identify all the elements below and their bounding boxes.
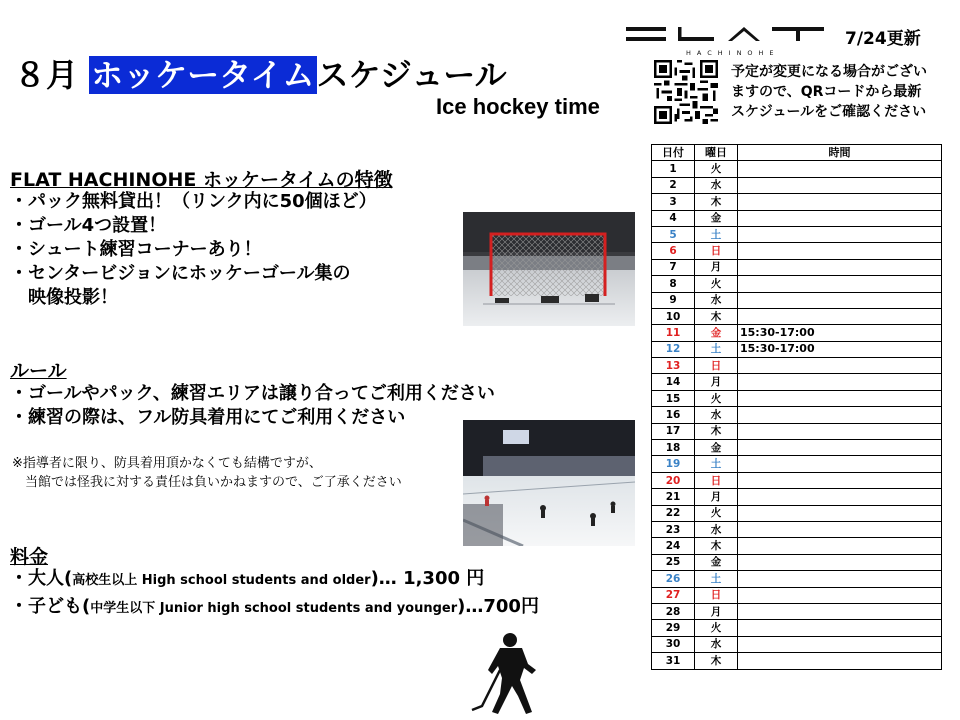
date-cell: 11 bbox=[652, 325, 695, 341]
date-cell: 18 bbox=[652, 440, 695, 456]
weekday-cell: 木 bbox=[695, 538, 738, 554]
fee-child-price: )…700円 bbox=[457, 596, 539, 617]
weekday-cell: 日 bbox=[695, 358, 738, 374]
time-cell bbox=[738, 374, 942, 390]
time-cell: 15:30-17:00 bbox=[738, 325, 942, 341]
date-cell: 17 bbox=[652, 423, 695, 439]
fee-child-label: ・子ども( bbox=[10, 596, 91, 617]
ice-arena-photo bbox=[463, 420, 635, 546]
table-row bbox=[652, 374, 942, 390]
weekday-cell: 月 bbox=[695, 259, 738, 275]
date-cell: 12 bbox=[652, 341, 695, 357]
weekday-cell: 月 bbox=[695, 374, 738, 390]
fees-list bbox=[10, 566, 539, 622]
notice-line: スケジュールをご確認ください bbox=[731, 104, 927, 120]
time-cell bbox=[738, 210, 942, 226]
time-cell bbox=[738, 653, 942, 669]
fee-child-desc: 中学生以下 Junior high school students and younger bbox=[90, 601, 458, 616]
weekday-cell: 金 bbox=[695, 440, 738, 456]
notice-line: 予定が変更になる場合がござい bbox=[731, 64, 927, 80]
table-row bbox=[652, 390, 942, 406]
date-cell: 19 bbox=[652, 456, 695, 472]
time-cell bbox=[738, 440, 942, 456]
time-cell bbox=[738, 243, 942, 259]
weekday-cell: 日 bbox=[695, 243, 738, 259]
date-cell: 28 bbox=[652, 603, 695, 619]
time-cell bbox=[738, 636, 942, 652]
weekday-cell: 日 bbox=[695, 472, 738, 488]
rule-item: ・ゴールやパック、練習エリアは譲り合ってご利用ください bbox=[10, 383, 495, 404]
time-cell bbox=[738, 505, 942, 521]
weekday-cell: 土 bbox=[695, 571, 738, 587]
updated-date: 7/24更新 bbox=[845, 29, 921, 49]
weekday-cell: 木 bbox=[695, 653, 738, 669]
table-row bbox=[652, 571, 942, 587]
table-row bbox=[652, 292, 942, 308]
fees-heading: 料金 bbox=[10, 546, 49, 568]
time-cell bbox=[738, 390, 942, 406]
weekday-cell: 土 bbox=[695, 341, 738, 357]
weekday-cell: 水 bbox=[695, 521, 738, 537]
date-cell: 6 bbox=[652, 243, 695, 259]
table-row bbox=[652, 210, 942, 226]
date-cell: 9 bbox=[652, 292, 695, 308]
table-row bbox=[652, 636, 942, 652]
time-cell bbox=[738, 177, 942, 193]
date-cell: 3 bbox=[652, 194, 695, 210]
table-row bbox=[652, 407, 942, 423]
time-cell bbox=[738, 358, 942, 374]
page-title bbox=[14, 50, 507, 96]
time-cell bbox=[738, 587, 942, 603]
hockey-goal-photo bbox=[463, 212, 635, 326]
features-heading: FLAT HACHINOHE ホッケータイムの特徴 bbox=[10, 169, 393, 191]
feature-item: 映像投影！ bbox=[10, 287, 118, 308]
weekday-cell: 木 bbox=[695, 194, 738, 210]
time-cell bbox=[738, 407, 942, 423]
date-cell: 16 bbox=[652, 407, 695, 423]
weekday-cell: 月 bbox=[695, 489, 738, 505]
qr-code-icon[interactable] bbox=[654, 60, 718, 124]
time-cell bbox=[738, 456, 942, 472]
time-cell bbox=[738, 620, 942, 636]
date-cell: 29 bbox=[652, 620, 695, 636]
table-row bbox=[652, 423, 942, 439]
weekday-cell: 月 bbox=[695, 603, 738, 619]
fee-adult-label: ・大人( bbox=[10, 568, 73, 589]
feature-item: ・ゴール4つ設置！ bbox=[10, 215, 167, 236]
weekday-cell: 水 bbox=[695, 177, 738, 193]
time-cell bbox=[738, 259, 942, 275]
table-row bbox=[652, 325, 942, 341]
time-cell bbox=[738, 603, 942, 619]
svg-text:HACHINOHE: HACHINOHE bbox=[686, 49, 780, 57]
title-month: ８月 bbox=[14, 56, 90, 94]
rules-note bbox=[12, 454, 402, 492]
time-cell bbox=[738, 226, 942, 242]
table-row bbox=[652, 194, 942, 210]
weekday-cell: 金 bbox=[695, 554, 738, 570]
date-cell: 1 bbox=[652, 161, 695, 177]
fee-adult-desc: 高校生以上 High school students and older bbox=[72, 573, 371, 588]
date-cell: 24 bbox=[652, 538, 695, 554]
table-row bbox=[652, 161, 942, 177]
fee-adult bbox=[10, 566, 539, 594]
time-cell bbox=[738, 161, 942, 177]
title-highlight: ホッケータイム bbox=[91, 56, 315, 94]
weekday-cell: 木 bbox=[695, 423, 738, 439]
table-row bbox=[652, 177, 942, 193]
table-row bbox=[652, 358, 942, 374]
date-cell: 21 bbox=[652, 489, 695, 505]
time-cell bbox=[738, 489, 942, 505]
rule-item: ・練習の際は、フル防具着用にてご利用ください bbox=[10, 407, 406, 428]
table-row bbox=[652, 620, 942, 636]
update-notice bbox=[731, 62, 951, 122]
time-cell bbox=[738, 423, 942, 439]
weekday-cell: 火 bbox=[695, 390, 738, 406]
feature-item: ・センタービジョンにホッケーゴール集の bbox=[10, 263, 351, 284]
table-row bbox=[652, 308, 942, 324]
time-cell bbox=[738, 276, 942, 292]
date-cell: 5 bbox=[652, 226, 695, 242]
table-row bbox=[652, 521, 942, 537]
weekday-cell: 土 bbox=[695, 456, 738, 472]
time-cell bbox=[738, 472, 942, 488]
date-cell: 2 bbox=[652, 177, 695, 193]
time-cell bbox=[738, 194, 942, 210]
table-row bbox=[652, 603, 942, 619]
table-row bbox=[652, 587, 942, 603]
weekday-cell: 水 bbox=[695, 292, 738, 308]
table-row bbox=[652, 259, 942, 275]
date-cell: 25 bbox=[652, 554, 695, 570]
table-row bbox=[652, 341, 942, 357]
weekday-cell: 水 bbox=[695, 407, 738, 423]
page-subtitle: Ice hockey time bbox=[436, 94, 600, 119]
column-header-weekday: 曜日 bbox=[695, 145, 738, 161]
table-row bbox=[652, 226, 942, 242]
feature-item: ・シュート練習コーナーあり！ bbox=[10, 239, 262, 260]
table-row bbox=[652, 440, 942, 456]
date-cell: 7 bbox=[652, 259, 695, 275]
date-cell: 13 bbox=[652, 358, 695, 374]
time-cell bbox=[738, 538, 942, 554]
table-row bbox=[652, 472, 942, 488]
table-row bbox=[652, 243, 942, 259]
date-cell: 26 bbox=[652, 571, 695, 587]
weekday-cell: 木 bbox=[695, 308, 738, 324]
fee-child bbox=[10, 594, 539, 622]
hockey-player-icon bbox=[470, 630, 550, 718]
flat-hachinohe-logo bbox=[626, 22, 830, 60]
title-suffix: スケジュール bbox=[316, 56, 507, 94]
note-line: ※指導者に限り、防具着用頂かなくても結構ですが、 bbox=[12, 456, 322, 471]
weekday-cell: 日 bbox=[695, 587, 738, 603]
time-cell bbox=[738, 308, 942, 324]
weekday-cell: 火 bbox=[695, 276, 738, 292]
table-header-row bbox=[652, 145, 942, 161]
date-cell: 15 bbox=[652, 390, 695, 406]
weekday-cell: 金 bbox=[695, 210, 738, 226]
date-cell: 22 bbox=[652, 505, 695, 521]
column-header-date: 日付 bbox=[652, 145, 695, 161]
date-cell: 31 bbox=[652, 653, 695, 669]
date-cell: 10 bbox=[652, 308, 695, 324]
notice-line: ますので、QRコードから最新 bbox=[731, 84, 922, 100]
time-cell bbox=[738, 571, 942, 587]
weekday-cell: 火 bbox=[695, 620, 738, 636]
date-cell: 20 bbox=[652, 472, 695, 488]
date-cell: 23 bbox=[652, 521, 695, 537]
table-row bbox=[652, 276, 942, 292]
time-cell bbox=[738, 554, 942, 570]
fee-adult-price: )… 1,300 円 bbox=[370, 568, 485, 589]
table-row bbox=[652, 456, 942, 472]
table-row bbox=[652, 554, 942, 570]
date-cell: 8 bbox=[652, 276, 695, 292]
weekday-cell: 土 bbox=[695, 226, 738, 242]
note-line: 当館では怪我に対する責任は負いかねますので、ご了承ください bbox=[12, 475, 402, 490]
features-list bbox=[10, 190, 377, 310]
time-cell bbox=[738, 292, 942, 308]
weekday-cell: 水 bbox=[695, 636, 738, 652]
column-header-time: 時間 bbox=[738, 145, 942, 161]
time-cell bbox=[738, 521, 942, 537]
table-row bbox=[652, 538, 942, 554]
rules-list bbox=[10, 382, 495, 430]
table-row bbox=[652, 505, 942, 521]
rules-heading: ルール bbox=[10, 360, 67, 382]
weekday-cell: 金 bbox=[695, 325, 738, 341]
date-cell: 27 bbox=[652, 587, 695, 603]
table-row bbox=[652, 489, 942, 505]
time-cell: 15:30-17:00 bbox=[738, 341, 942, 357]
weekday-cell: 火 bbox=[695, 505, 738, 521]
date-cell: 30 bbox=[652, 636, 695, 652]
schedule-table bbox=[651, 144, 942, 670]
feature-item: ・パック無料貸出！（リンク内に50個ほど） bbox=[10, 191, 377, 212]
date-cell: 14 bbox=[652, 374, 695, 390]
date-cell: 4 bbox=[652, 210, 695, 226]
table-row bbox=[652, 653, 942, 669]
weekday-cell: 火 bbox=[695, 161, 738, 177]
